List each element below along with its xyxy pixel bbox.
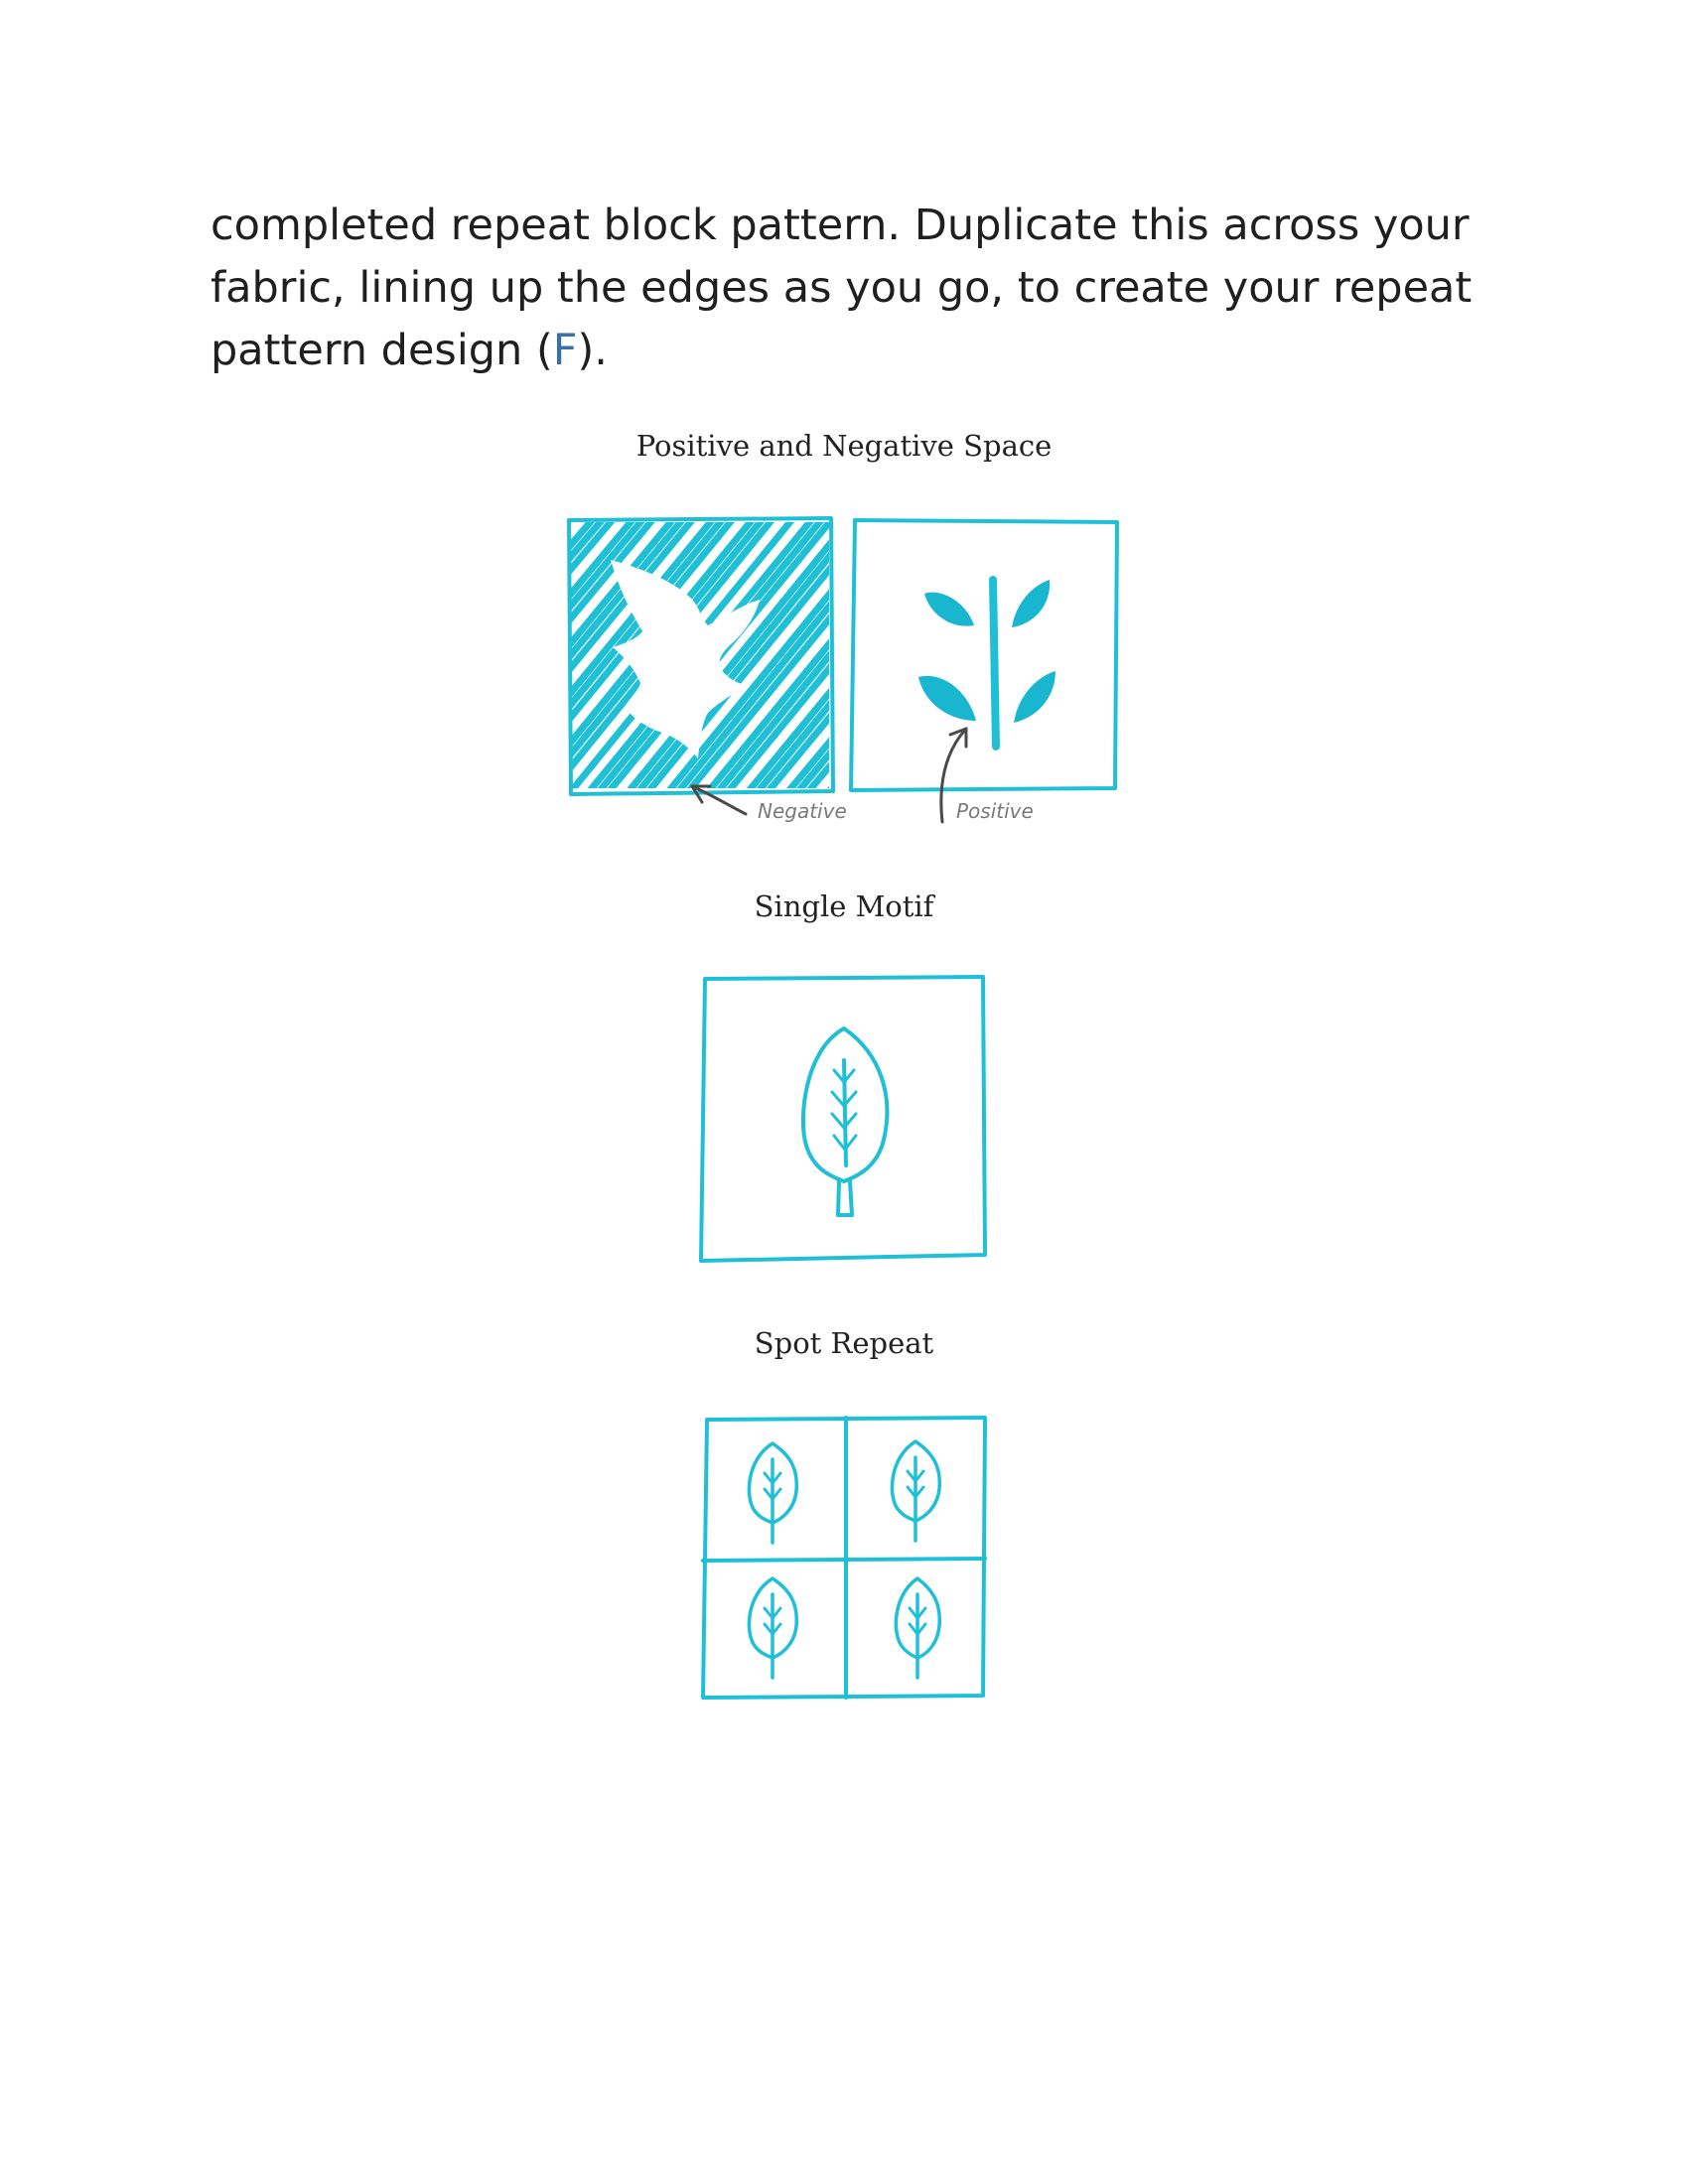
negative-space-square bbox=[551, 508, 859, 826]
paragraph-text-after: ). bbox=[577, 326, 608, 375]
spot-repeat-illustration bbox=[695, 1412, 993, 1709]
positive-space-square bbox=[851, 520, 1117, 790]
positive-label: Positive bbox=[956, 799, 1034, 823]
leaf-motif-top-left bbox=[749, 1443, 796, 1543]
figure-caption-single-motif: Single Motif bbox=[754, 889, 934, 923]
negative-label: Negative bbox=[758, 799, 847, 823]
figure-caption-spot-repeat: Spot Repeat bbox=[754, 1326, 934, 1360]
positive-negative-space-illustration bbox=[551, 508, 1147, 836]
figure-caption-positive-negative: Positive and Negative Space bbox=[635, 429, 1053, 463]
body-paragraph bbox=[211, 195, 1501, 382]
figure-reference-link[interactable]: F bbox=[552, 326, 578, 375]
leaf-motif-top-right bbox=[892, 1441, 939, 1541]
single-motif-illustration bbox=[695, 971, 993, 1269]
paragraph-text-before: completed repeat block pattern. Duplicate this across your fabric, lining up the edges as you go, to create your repeat pattern design ( bbox=[211, 201, 1473, 375]
leaf-motif-bottom-left bbox=[749, 1578, 796, 1678]
leaf-motif-bottom-right bbox=[896, 1578, 939, 1678]
